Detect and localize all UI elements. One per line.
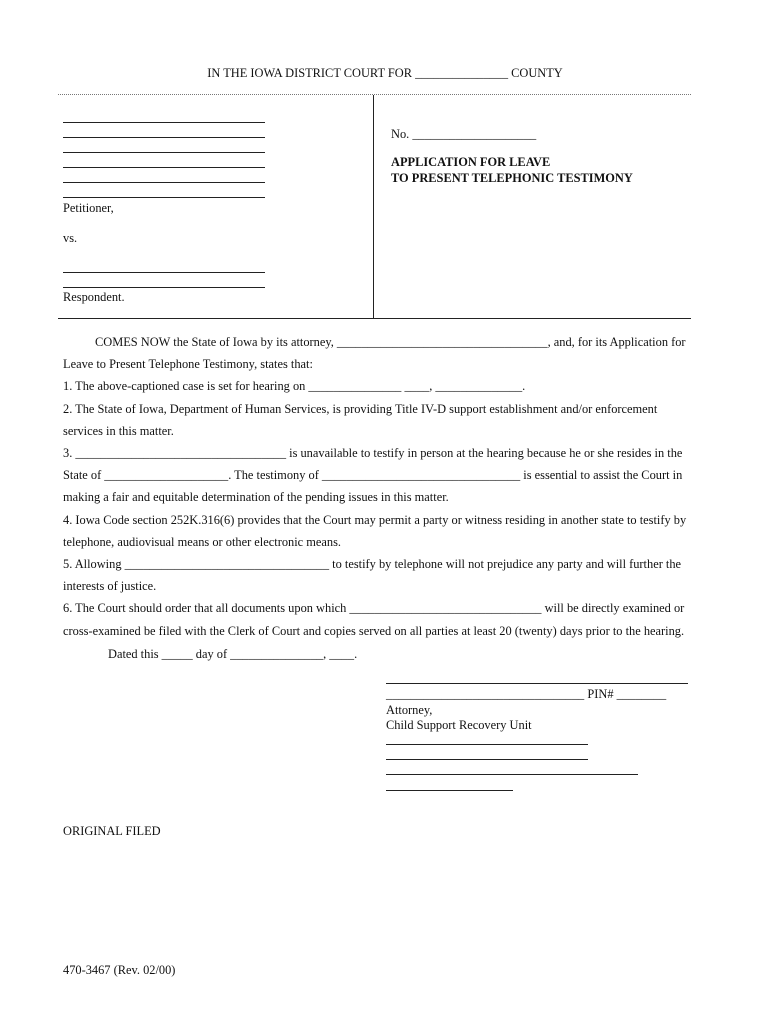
intro-paragraph: COMES NOW the State of Iowa by its attorney, __________________________________, and, for its Application for bbox=[95, 335, 686, 349]
petitioner-line[interactable] bbox=[63, 122, 265, 123]
address-line[interactable] bbox=[386, 774, 638, 775]
document-title-line-2: TO PRESENT TELEPHONIC TESTIMONY bbox=[391, 171, 633, 185]
item-3: 3. __________________________________ is unavailable to testify in person at the hearing because he or she resides in the bbox=[63, 446, 683, 460]
case-number: No. ____________________ bbox=[391, 127, 537, 141]
petitioner-line[interactable] bbox=[63, 167, 265, 168]
petitioner-line[interactable] bbox=[63, 197, 265, 198]
item-5: 5. Allowing _________________________________ to testify by telephone will not prejudice any party and will further the bbox=[63, 557, 682, 571]
address-line[interactable] bbox=[386, 744, 588, 745]
petitioner-line[interactable] bbox=[63, 137, 265, 138]
item-4-cont: telephone, audiovisual means or other electronic means. bbox=[63, 535, 342, 549]
vs-label: vs. bbox=[63, 231, 78, 245]
caption-vertical-divider bbox=[373, 95, 374, 318]
item-6-cont: cross-examined be filed with the Clerk of Court and copies served on all parties at least 20 (twenty) days prior to the hearing. bbox=[63, 624, 685, 638]
original-filed-label: ORIGINAL FILED bbox=[63, 824, 161, 838]
item-2: 2. The State of Iowa, Department of Human Services, is providing Title IV-D support establishment and/or enforcement bbox=[63, 402, 658, 416]
item-2-cont: services in this matter. bbox=[63, 424, 174, 438]
attorney-name-pin-line: ________________________________ PIN# ________ bbox=[386, 687, 667, 701]
petitioner-line[interactable] bbox=[63, 152, 265, 153]
item-4: 4. Iowa Code section 252K.316(6) provides that the Court may permit a party or witness residing in another state to testify by bbox=[63, 513, 687, 527]
respondent-line[interactable] bbox=[63, 287, 265, 288]
header-divider bbox=[58, 94, 691, 95]
address-line[interactable] bbox=[386, 759, 588, 760]
court-title: IN THE IOWA DISTRICT COURT FOR _______________ COUNTY bbox=[207, 66, 563, 80]
address-line[interactable] bbox=[386, 790, 513, 791]
petitioner-label: Petitioner, bbox=[63, 201, 114, 215]
signature-line[interactable] bbox=[386, 683, 688, 684]
item-1: 1. The above-captioned case is set for hearing on _______________ ____, ______________. bbox=[63, 379, 526, 393]
item-5-cont: interests of justice. bbox=[63, 579, 157, 593]
document-title: APPLICATION FOR LEAVE bbox=[391, 155, 551, 169]
item-6: 6. The Court should order that all documents upon which _______________________________ will be directly examined or bbox=[63, 601, 685, 615]
caption-bottom-divider bbox=[58, 318, 691, 319]
unit-label: Child Support Recovery Unit bbox=[386, 718, 532, 732]
dated-line: Dated this _____ day of _______________, ____. bbox=[108, 647, 358, 661]
item-3-cont-2: making a fair and equitable determination of the pending issues in this matter. bbox=[63, 490, 449, 504]
respondent-line[interactable] bbox=[63, 272, 265, 273]
attorney-label: Attorney, bbox=[386, 703, 433, 717]
intro-paragraph-cont: Leave to Present Telephone Testimony, states that: bbox=[63, 357, 313, 371]
form-number: 470-3467 (Rev. 02/00) bbox=[63, 963, 176, 977]
item-3-cont: State of ____________________. The testimony of ________________________________ is essential to assist the Court in bbox=[63, 468, 683, 482]
petitioner-line[interactable] bbox=[63, 182, 265, 183]
respondent-label: Respondent. bbox=[63, 290, 125, 304]
